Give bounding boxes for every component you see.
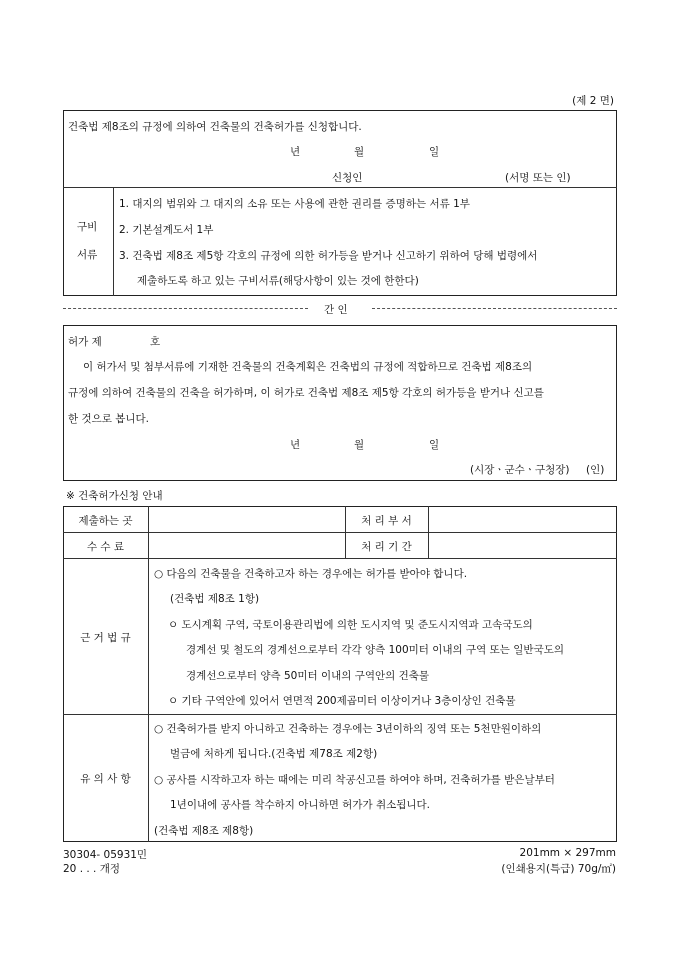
seal-divider-label: 간 인	[324, 304, 348, 316]
legal-basis-line: ㅇ 기타 구역안에 있어서 연면적 200제곱미터 이상이거나 3층이상인 건축물	[168, 695, 516, 707]
revision-date: 20 . . . 개정	[63, 863, 121, 875]
required-doc-item: 3. 건축법 제8조 제5항 각호의 규정에 의한 허가등을 받거나 신고하기 위하여 당해 법령에서	[119, 250, 538, 262]
permit-body-line: 이 허가서 및 첨부서류에 기재한 건축물의 건축계획은 건축법의 규정에 적합하므로 건축법 제8조의	[83, 361, 533, 373]
permit-date-year: 년	[290, 439, 301, 451]
permit-number-label: 허가 제	[68, 336, 102, 348]
application-statement: 건축법 제8조의 규정에 의하여 건축물의 건축허가를 신청합니다.	[68, 121, 362, 133]
application-date-month: 월	[354, 146, 365, 158]
processing-period-label: 처 리 기 간	[361, 541, 412, 553]
legal-basis-line: 경계선으로부터 양측 50미터 이내의 구역안의 건축물	[186, 670, 430, 682]
applicant-label: 신청인	[332, 172, 363, 184]
required-docs-label-1: 구비	[77, 221, 98, 233]
paper-spec: (인쇄용지(특급) 70g/㎡)	[501, 863, 616, 875]
permit-body-line: 규정에 의하여 건축물의 건축을 허가하며, 이 허가로 건축법 제8조 제5항 각호의 허가등을 받거나 신고를	[68, 387, 544, 399]
permit-date-day: 일	[429, 439, 440, 451]
required-docs-label-2: 서류	[77, 249, 98, 261]
submit-to-label: 제출하는 곳	[78, 515, 133, 527]
permit-section	[63, 325, 617, 481]
application-date-day: 일	[429, 146, 440, 158]
permit-body-line: 한 것으로 봅니다.	[68, 413, 150, 425]
application-date-year: 년	[290, 146, 301, 158]
permit-date-month: 월	[354, 439, 365, 451]
permit-number-suffix: 호	[150, 336, 161, 348]
legal-basis-line: ㅇ 도시계획 구역, 국토이용관리법에 의한 도시지역 및 준도시지역과 고속국도의	[168, 619, 533, 631]
notes-line: ○ 공사를 시작하고자 하는 때에는 미리 착공신고를 하여야 하며, 건축허가를 받은날부터	[154, 774, 555, 786]
required-doc-item: 제출하도록 하고 있는 구비서류(해당사항이 있는 것에 한한다)	[137, 275, 419, 287]
permit-authority: (시장ㆍ군수ㆍ구청장)	[470, 464, 570, 476]
applicant-signature: (서명 또는 인)	[505, 172, 571, 184]
permit-seal: (인)	[586, 464, 605, 476]
seal-divider-right	[372, 308, 617, 309]
notes-line: (건축법 제8조 제8항)	[154, 825, 254, 837]
fee-label: 수 수 료	[86, 541, 125, 553]
legal-basis-line: 경계선 및 철도의 경계선으로부터 각각 양측 100미터 이내의 구역 또는 일반국도의	[186, 644, 564, 656]
page-number-label: (제 2 면)	[572, 95, 614, 107]
form-number: 30304- 05931민	[63, 849, 148, 861]
notes-label: 유 의 사 항	[80, 773, 131, 785]
notes-line: 1년이내에 공사를 착수하지 아니하면 허가가 취소됩니다.	[170, 799, 430, 811]
legal-basis-label: 근 거 법 규	[80, 632, 131, 644]
notes-line: 벌금에 처하게 됩니다.(건축법 제78조 제2항)	[170, 748, 378, 760]
seal-divider-left	[63, 308, 308, 309]
guide-title: ※ 건축허가신청 안내	[66, 490, 163, 502]
required-doc-item: 1. 대지의 범위와 그 대지의 소유 또는 사용에 관한 권리를 증명하는 서류 1부	[119, 198, 470, 210]
legal-basis-line: (건축법 제8조 1항)	[170, 593, 260, 605]
legal-basis-line: ○ 다음의 건축물을 건축하고자 하는 경우에는 허가를 받아야 합니다.	[154, 568, 468, 580]
required-doc-item: 2. 기본설계도서 1부	[119, 224, 214, 236]
paper-size: 201mm × 297mm	[519, 847, 616, 859]
processing-dept-label: 처 리 부 서	[361, 515, 412, 527]
notes-line: ○ 건축허가를 받지 아니하고 건축하는 경우에는 3년이하의 징역 또는 5천만원이하의	[154, 723, 542, 735]
